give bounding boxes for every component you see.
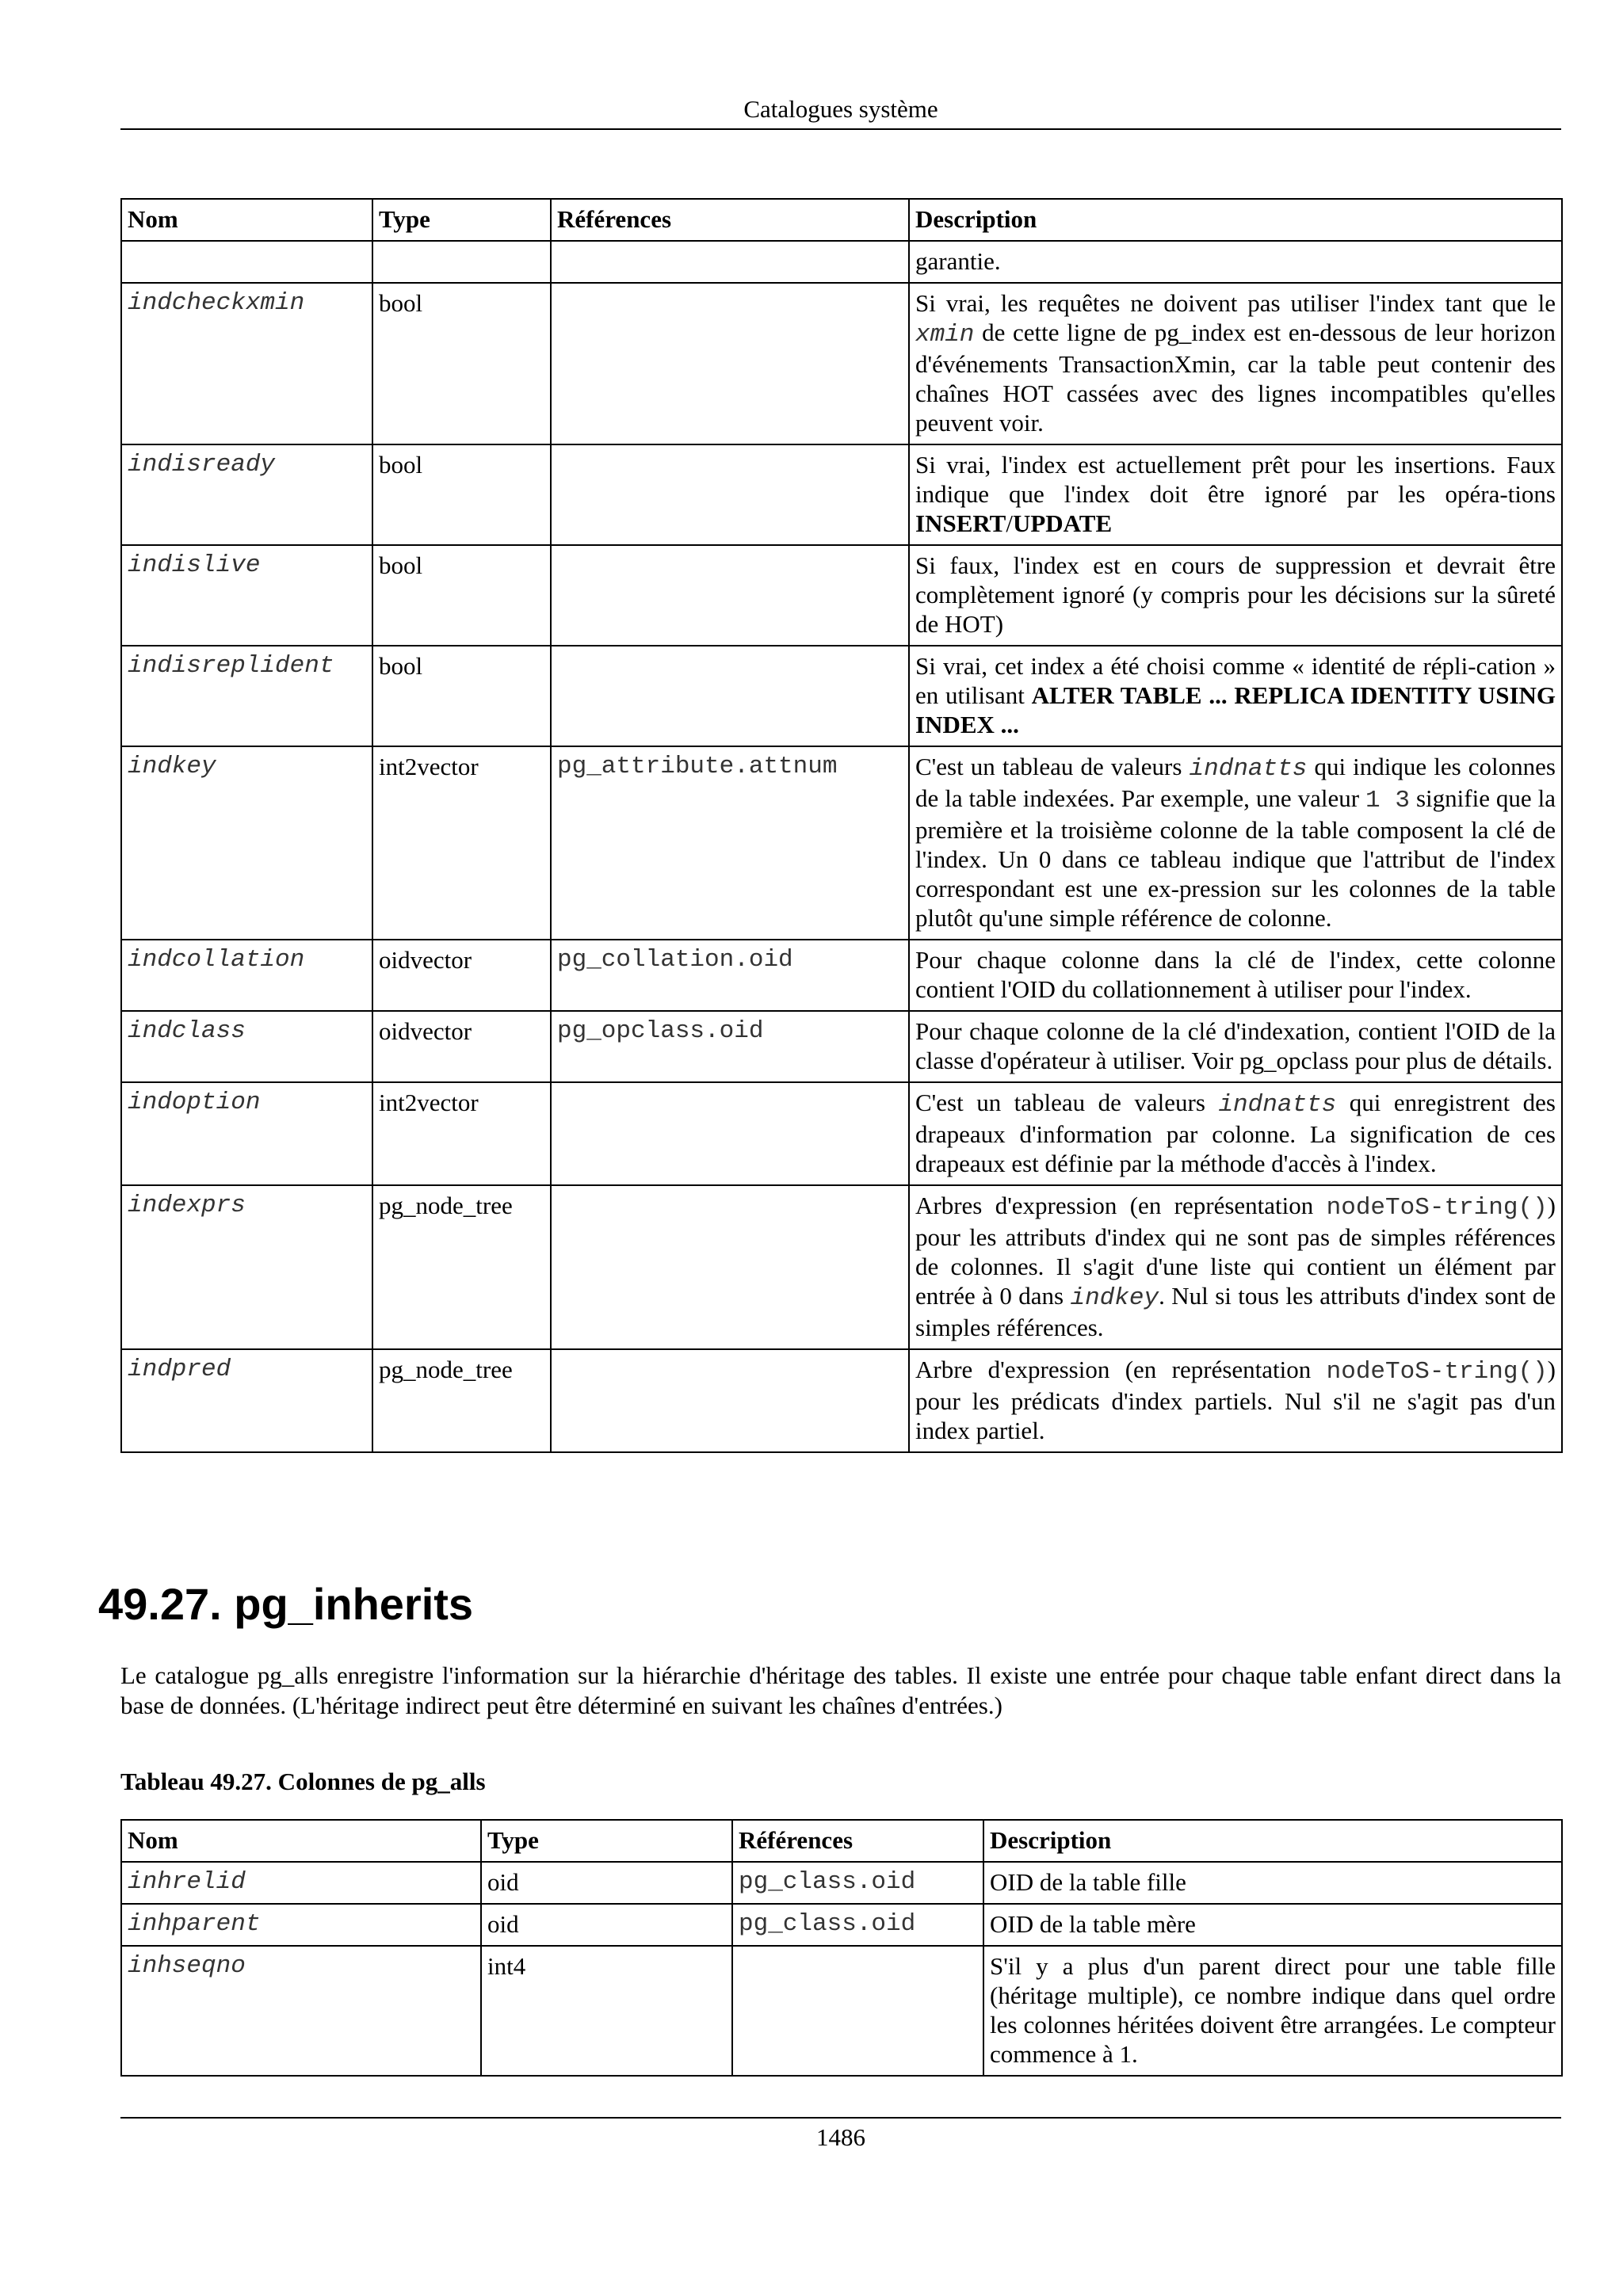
column-description-cell: Pour chaque colonne de la clé d'indexation, contient l'OID de la classe d'opérateur à utiliser. Voir pg_opclass pour plus de détails. <box>909 1011 1562 1082</box>
column-reference-cell <box>732 1946 983 2076</box>
column-type-cell: int4 <box>481 1946 732 2076</box>
column-type-cell: int2vector <box>372 746 551 940</box>
column-name-cell: indcheckxmin <box>121 283 372 444</box>
table-row <box>121 1946 1562 2076</box>
table-row <box>121 444 1562 545</box>
index-columns-table <box>120 198 1563 1453</box>
table-header-row <box>121 199 1562 241</box>
column-header: Références <box>732 1820 983 1862</box>
column-type-cell: oid <box>481 1904 732 1946</box>
column-reference-cell: pg_attribute.attnum <box>551 746 909 940</box>
column-type-cell <box>372 241 551 283</box>
column-type-cell: oidvector <box>372 940 551 1011</box>
column-reference-cell <box>551 1082 909 1185</box>
table-row <box>121 545 1562 646</box>
column-name-cell: indexprs <box>121 1185 372 1349</box>
table-caption: Tableau 49.27. Colonnes de pg_alls <box>120 1768 486 1795</box>
column-description-cell: C'est un tableau de valeurs indnatts qui enregistrent des drapeaux d'information par colonne. La signification de ces drapeaux est définie par la méthode d'accès à l'index. <box>909 1082 1562 1185</box>
column-reference-cell <box>551 283 909 444</box>
column-name-cell: inhparent <box>121 1904 481 1946</box>
column-reference-cell: pg_class.oid <box>732 1904 983 1946</box>
table-row <box>121 1185 1562 1349</box>
page-header: Catalogues système <box>120 93 1561 130</box>
column-name-cell: indislive <box>121 545 372 646</box>
table-row <box>121 940 1562 1011</box>
table-row <box>121 1862 1562 1904</box>
column-reference-cell <box>551 1349 909 1452</box>
column-reference-cell: pg_collation.oid <box>551 940 909 1011</box>
column-type-cell: oidvector <box>372 1011 551 1082</box>
table-row <box>121 746 1562 940</box>
column-header: Références <box>551 199 909 241</box>
column-reference-cell: pg_class.oid <box>732 1862 983 1904</box>
column-reference-cell <box>551 545 909 646</box>
table-row <box>121 1349 1562 1452</box>
column-reference-cell <box>551 241 909 283</box>
column-type-cell: bool <box>372 646 551 746</box>
section-intro: Le catalogue pg_alls enregistre l'information sur la hiérarchie d'héritage des tables. Il existe une entrée pour chaque table enfant direct dans la base de données. (L'héritage indirect peut être déterminé en suivant les chaînes d'entrées.) <box>120 1661 1561 1719</box>
column-name-cell: inhseqno <box>121 1946 481 2076</box>
column-type-cell: pg_node_tree <box>372 1185 551 1349</box>
inherits-columns-table <box>120 1819 1563 2077</box>
column-reference-cell <box>551 646 909 746</box>
column-description-cell: OID de la table fille <box>983 1862 1562 1904</box>
column-reference-cell <box>551 444 909 545</box>
column-header: Nom <box>121 199 372 241</box>
table-row <box>121 1904 1562 1946</box>
section-title: 49.27. pg_inherits <box>98 1579 474 1629</box>
column-name-cell: indclass <box>121 1011 372 1082</box>
column-description-cell: Arbre d'expression (en représentation nodeToS-tring()) pour les prédicats d'index partiels. Nul s'il ne s'agit pas d'un index partiel. <box>909 1349 1562 1452</box>
column-name-cell: indisready <box>121 444 372 545</box>
column-description-cell: C'est un tableau de valeurs indnatts qui indique les colonnes de la table indexées. Par exemple, une valeur 1 3 signifie que la première et la troisième colonne de la table composent la clé de l'index. Un 0 dans ce tableau indique que l'attribut de l'index correspondant est une ex-pression sur les colonnes de la table plutôt qu'une simple référence de colonne. <box>909 746 1562 940</box>
page-number: 1486 <box>816 2123 865 2151</box>
column-reference-cell <box>551 1185 909 1349</box>
column-header: Description <box>983 1820 1562 1862</box>
column-name-cell: indoption <box>121 1082 372 1185</box>
column-description-cell: S'il y a plus d'un parent direct pour une table fille (héritage multiple), ce nombre indique dans quel ordre les colonnes héritées doivent être arrangées. Le compteur commence à 1. <box>983 1946 1562 2076</box>
column-type-cell: oid <box>481 1862 732 1904</box>
column-type-cell: bool <box>372 444 551 545</box>
column-name-cell: indkey <box>121 746 372 940</box>
column-name-cell: indisreplident <box>121 646 372 746</box>
page-footer <box>120 2117 1561 2153</box>
table-row <box>121 1082 1562 1185</box>
column-name-cell: inhrelid <box>121 1862 481 1904</box>
column-name-cell <box>121 241 372 283</box>
table-row <box>121 1011 1562 1082</box>
column-type-cell: pg_node_tree <box>372 1349 551 1452</box>
column-description-cell: Si vrai, les requêtes ne doivent pas utiliser l'index tant que le xmin de cette ligne de pg_index est en-dessous de leur horizon d'événements TransactionXmin, car la table peut contenir des chaînes HOT cassées avec des lignes incompatibles qu'elles peuvent voir. <box>909 283 1562 444</box>
column-reference-cell: pg_opclass.oid <box>551 1011 909 1082</box>
column-header: Nom <box>121 1820 481 1862</box>
column-header: Type <box>372 199 551 241</box>
column-type-cell: bool <box>372 283 551 444</box>
column-description-cell: garantie. <box>909 241 1562 283</box>
table-row <box>121 283 1562 444</box>
column-description-cell: Si vrai, l'index est actuellement prêt pour les insertions. Faux indique que l'index doit être ignoré par les opéra-tions INSERT/UPDATE <box>909 444 1562 545</box>
column-header: Type <box>481 1820 732 1862</box>
table-body <box>121 241 1562 1452</box>
column-description-cell: Pour chaque colonne dans la clé de l'index, cette colonne contient l'OID du collationnement à utiliser pour l'index. <box>909 940 1562 1011</box>
table-header-row <box>121 1820 1562 1862</box>
column-description-cell: OID de la table mère <box>983 1904 1562 1946</box>
column-header: Description <box>909 199 1562 241</box>
table-body <box>121 1862 1562 2076</box>
column-description-cell: Arbres d'expression (en représentation nodeToS-tring()) pour les attributs d'index qui ne sont pas de simples références de colonnes. Il s'agit d'une liste qui contient un élément par entrée à 0 dans indkey. Nul si tous les attributs d'index sont de simples références. <box>909 1185 1562 1349</box>
table-row <box>121 646 1562 746</box>
column-name-cell: indcollation <box>121 940 372 1011</box>
column-description-cell: Si faux, l'index est en cours de suppression et devrait être complètement ignoré (y compris pour les décisions sur la sûreté de HOT) <box>909 545 1562 646</box>
column-description-cell: Si vrai, cet index a été choisi comme « identité de répli-cation » en utilisant ALTER TABLE ... REPLICA IDENTITY USING INDEX ... <box>909 646 1562 746</box>
table-row <box>121 241 1562 283</box>
column-name-cell: indpred <box>121 1349 372 1452</box>
column-type-cell: bool <box>372 545 551 646</box>
column-type-cell: int2vector <box>372 1082 551 1185</box>
